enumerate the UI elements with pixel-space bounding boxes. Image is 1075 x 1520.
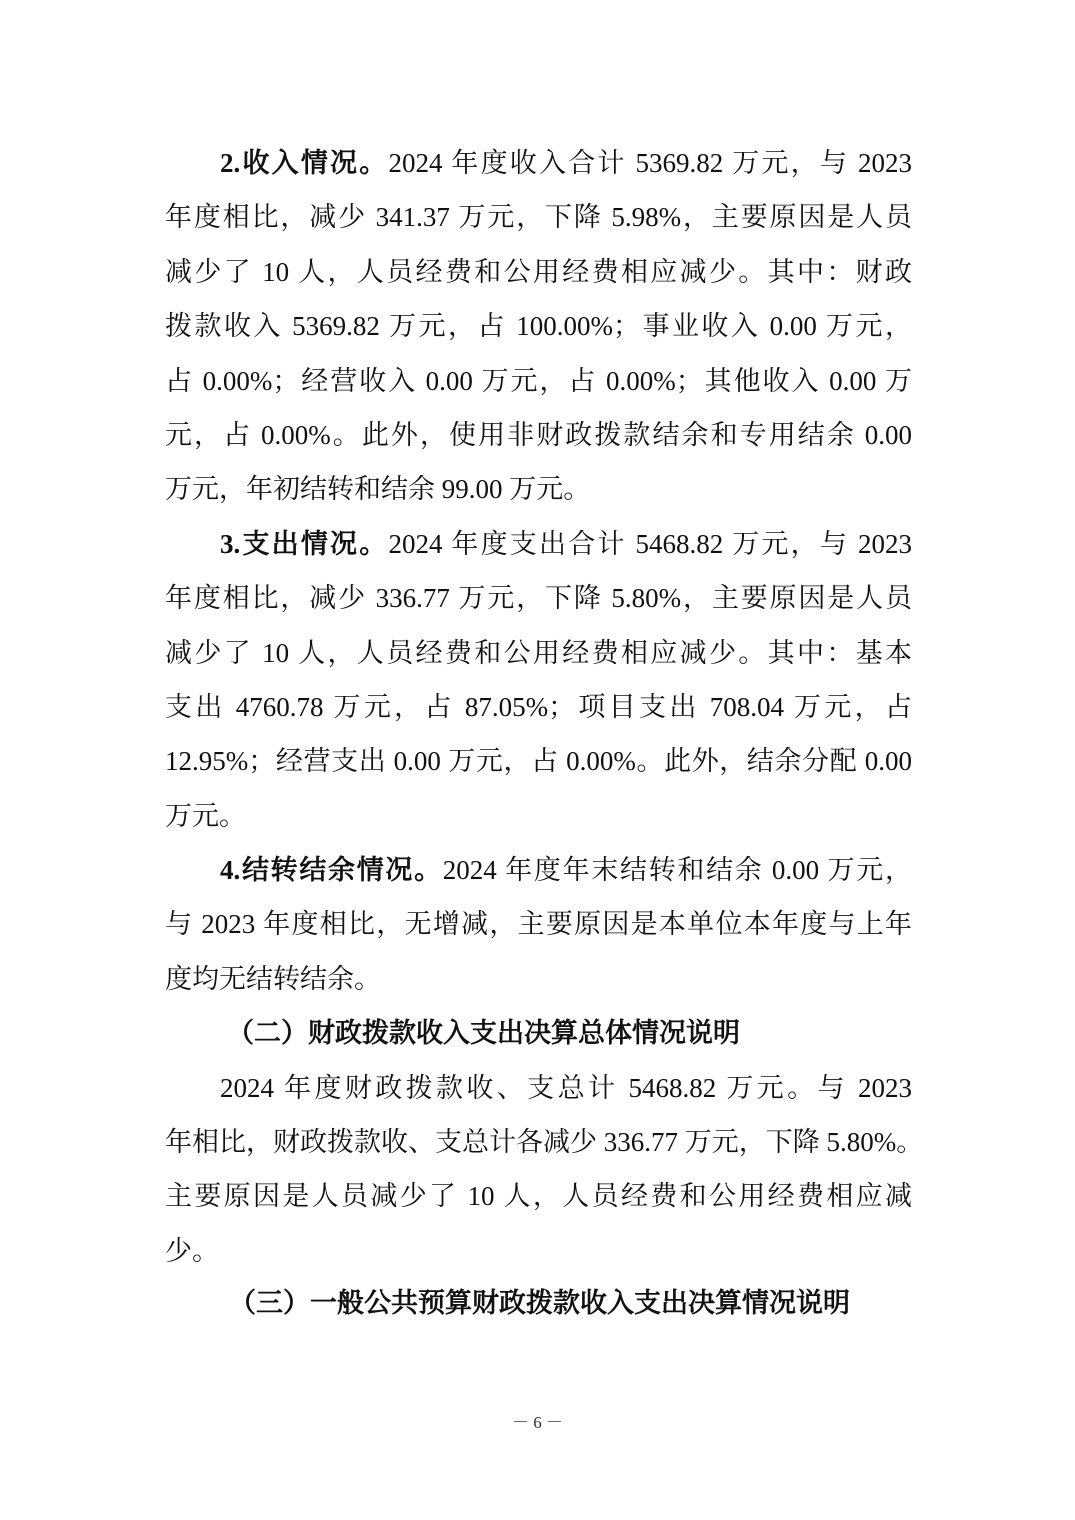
- text-line: 支出 4760.78 万元，占 87.05%；项目支出 708.04 万元，占: [165, 691, 912, 722]
- text-line: 减少了 10 人，人员经费和公用经费相应减少。其中：财政: [165, 256, 912, 287]
- section-lead: 3.支出情况。: [220, 528, 389, 559]
- text-line: 年相比，财政拨款收、支总计各减少 336.77 万元，下降 5.80%。: [165, 1127, 924, 1158]
- text-line: 度均无结转结余。: [165, 963, 381, 994]
- text-line: 万元。: [165, 800, 246, 831]
- text-line: 元，占 0.00%。此外，使用非财政拨款结余和专用结余 0.00: [165, 419, 912, 450]
- text-line: 拨款收入 5369.82 万元，占 100.00%；事业收入 0.00 万元，: [165, 311, 912, 342]
- paragraph-fiscal-total: [165, 1061, 924, 1279]
- text-line: 年度相比，减少 341.37 万元，下降 5.98%，主要原因是人员: [165, 202, 912, 233]
- text-line: 主要原因是人员减少了 10 人，人员经费和公用经费相应减: [165, 1181, 912, 1212]
- text-line: 年度相比，减少 336.77 万元，下降 5.80%，主要原因是人员: [165, 583, 912, 614]
- text-line: 万元，年初结转和结余 99.00 万元。: [165, 474, 591, 505]
- paragraph-income: [165, 136, 912, 517]
- text-line: 少。: [165, 1235, 219, 1266]
- text-line: 3.支出情况。2024 年度支出合计 5468.82 万元，与 2023: [220, 528, 913, 559]
- text-line: 2.收入情况。2024 年度收入合计 5369.82 万元，与 2023: [220, 148, 913, 178]
- section-lead: 2.收入情况。: [220, 148, 389, 178]
- page-number: － 6 －: [512, 1413, 563, 1432]
- text-line: 12.95%；经营支出 0.00 万元，占 0.00%。此外，结余分配 0.00: [165, 746, 912, 777]
- text-line: 4.结转结余情况。2024 年度年末结转和结余 0.00 万元，: [220, 855, 913, 886]
- paragraph-balance: [165, 843, 912, 1006]
- text-line: 与 2023 年度相比，无增减，主要原因是本单位本年度与上年: [165, 909, 912, 940]
- document-body: [165, 136, 924, 1331]
- text-line: 减少了 10 人，人员经费和公用经费相应减少。其中：基本: [165, 637, 912, 668]
- section-heading-3: （三）一般公共预算财政拨款收入支出决算情况说明: [229, 1288, 850, 1319]
- section-heading-2: （二）财政拨款收入支出决算总体情况说明: [227, 1018, 740, 1049]
- section-lead: 4.结转结余情况。: [220, 855, 443, 886]
- text-line: 占 0.00%；经营收入 0.00 万元，占 0.00%；其他收入 0.00 万: [165, 365, 912, 396]
- paragraph-expense: [165, 517, 912, 843]
- text-line: 2024 年度财政拨款收、支总计 5468.82 万元。与 2023: [220, 1072, 912, 1103]
